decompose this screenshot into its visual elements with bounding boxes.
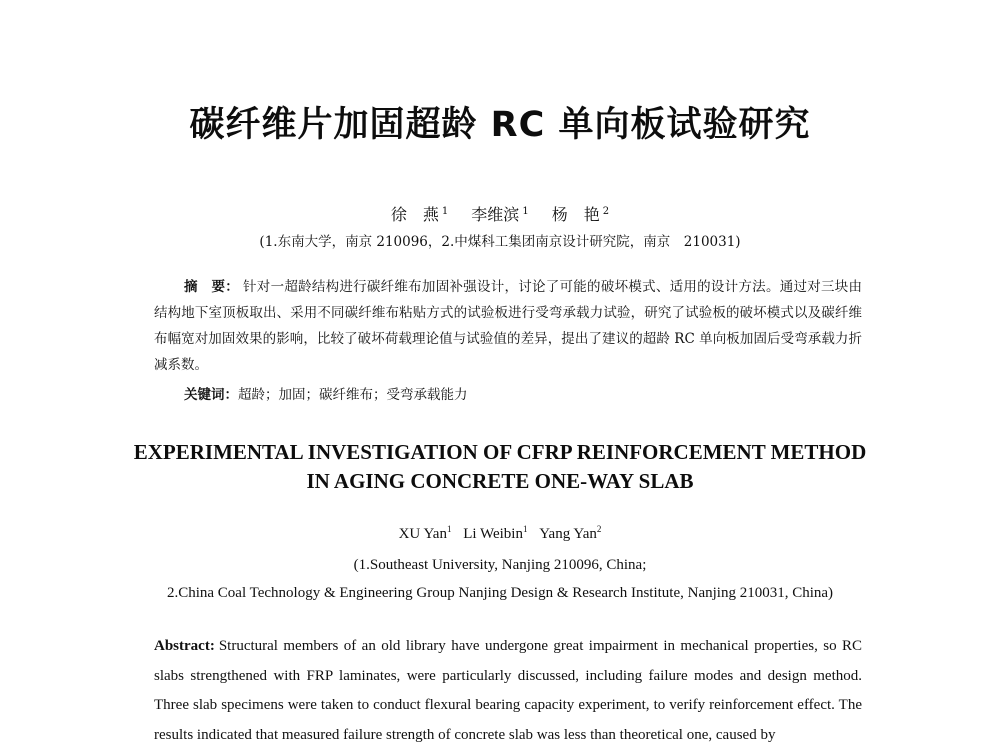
chinese-author-list	[0, 202, 1000, 225]
english-author	[539, 526, 601, 542]
author-affiliation-mark: 1	[441, 205, 449, 217]
chinese-abstract	[154, 274, 862, 378]
english-abstract-text: Structural members of an old library have undergone great impairment in mechanical properties, so RC slabs strengthened with FRP laminates, were particularly discussed, including failure modes and design method. Three slab specimens were taken to conduct flexural bearing capacity experiment, to verify reinforcement effect. The results indicated that measured failure strength of concrete slab was less than theoretical one, caused by	[154, 638, 862, 743]
english-author	[399, 526, 452, 542]
author-name: Li Weibin	[463, 526, 523, 542]
english-title	[0, 438, 1000, 496]
english-affiliation	[0, 551, 1000, 607]
author-affiliation-mark: 2	[596, 524, 602, 534]
english-author-list	[0, 524, 1000, 543]
english-affiliation-line: 2.China Coal Technology & Engineering Group Nanjing Design & Research Institute, Nanjing 210031, China)	[166, 585, 834, 601]
chinese-keywords-label: 关键词：	[184, 387, 238, 403]
author-name: 李维滨	[471, 205, 520, 224]
chinese-keywords-text: 超龄；加固；碳纤维布；受弯承载能力	[238, 387, 468, 403]
author-name: 徐 燕	[390, 205, 439, 224]
author-name: 杨 艳	[551, 205, 600, 224]
author-affiliation-mark: 1	[522, 205, 529, 217]
author-affiliation-mark: 1	[522, 524, 528, 534]
chinese-abstract-label: 摘 要：	[184, 279, 240, 295]
chinese-author	[391, 205, 448, 224]
chinese-title: 碳纤维片加固超龄 RC 单向板试验研究	[189, 105, 811, 145]
author-name: XU Yan	[398, 526, 447, 542]
english-title-line: EXPERIMENTAL INVESTIGATION OF CFRP REINFORCEMENT METHOD	[133, 440, 867, 464]
author-name: Yang Yan	[539, 526, 597, 542]
english-affiliation-line: (1.Southeast University, Nanjing 210096, China;	[353, 557, 647, 573]
chinese-affiliation: (1.东南大学，南京 210096，2.中煤科工集团南京设计研究院，南京 210031)	[259, 234, 741, 250]
author-affiliation-mark: 2	[602, 205, 610, 217]
author-affiliation-mark: 1	[446, 524, 452, 534]
english-title-line: IN AGING CONCRETE ONE-WAY SLAB	[306, 469, 694, 493]
chinese-keywords	[184, 383, 468, 403]
chinese-author	[552, 205, 609, 224]
english-abstract-label: Abstract:	[154, 638, 215, 654]
english-author	[463, 526, 527, 542]
chinese-abstract-text: 针对一超龄结构进行碳纤维布加固补强设计，讨论了可能的破坏模式、适用的设计方法。通过对三块由结构地下室顶板取出、采用不同碳纤维布粘贴方式的试验板进行受弯承载力试验，研究了试验板的破坏模式以及碳纤维布幅宽对加固效果的影响，比较了破坏荷载理论值与试验值的差异，提出了建议的超龄 RC 单向板加固后受弯承载力折减系数。	[154, 279, 863, 373]
chinese-author	[471, 205, 528, 224]
english-abstract	[154, 632, 862, 750]
